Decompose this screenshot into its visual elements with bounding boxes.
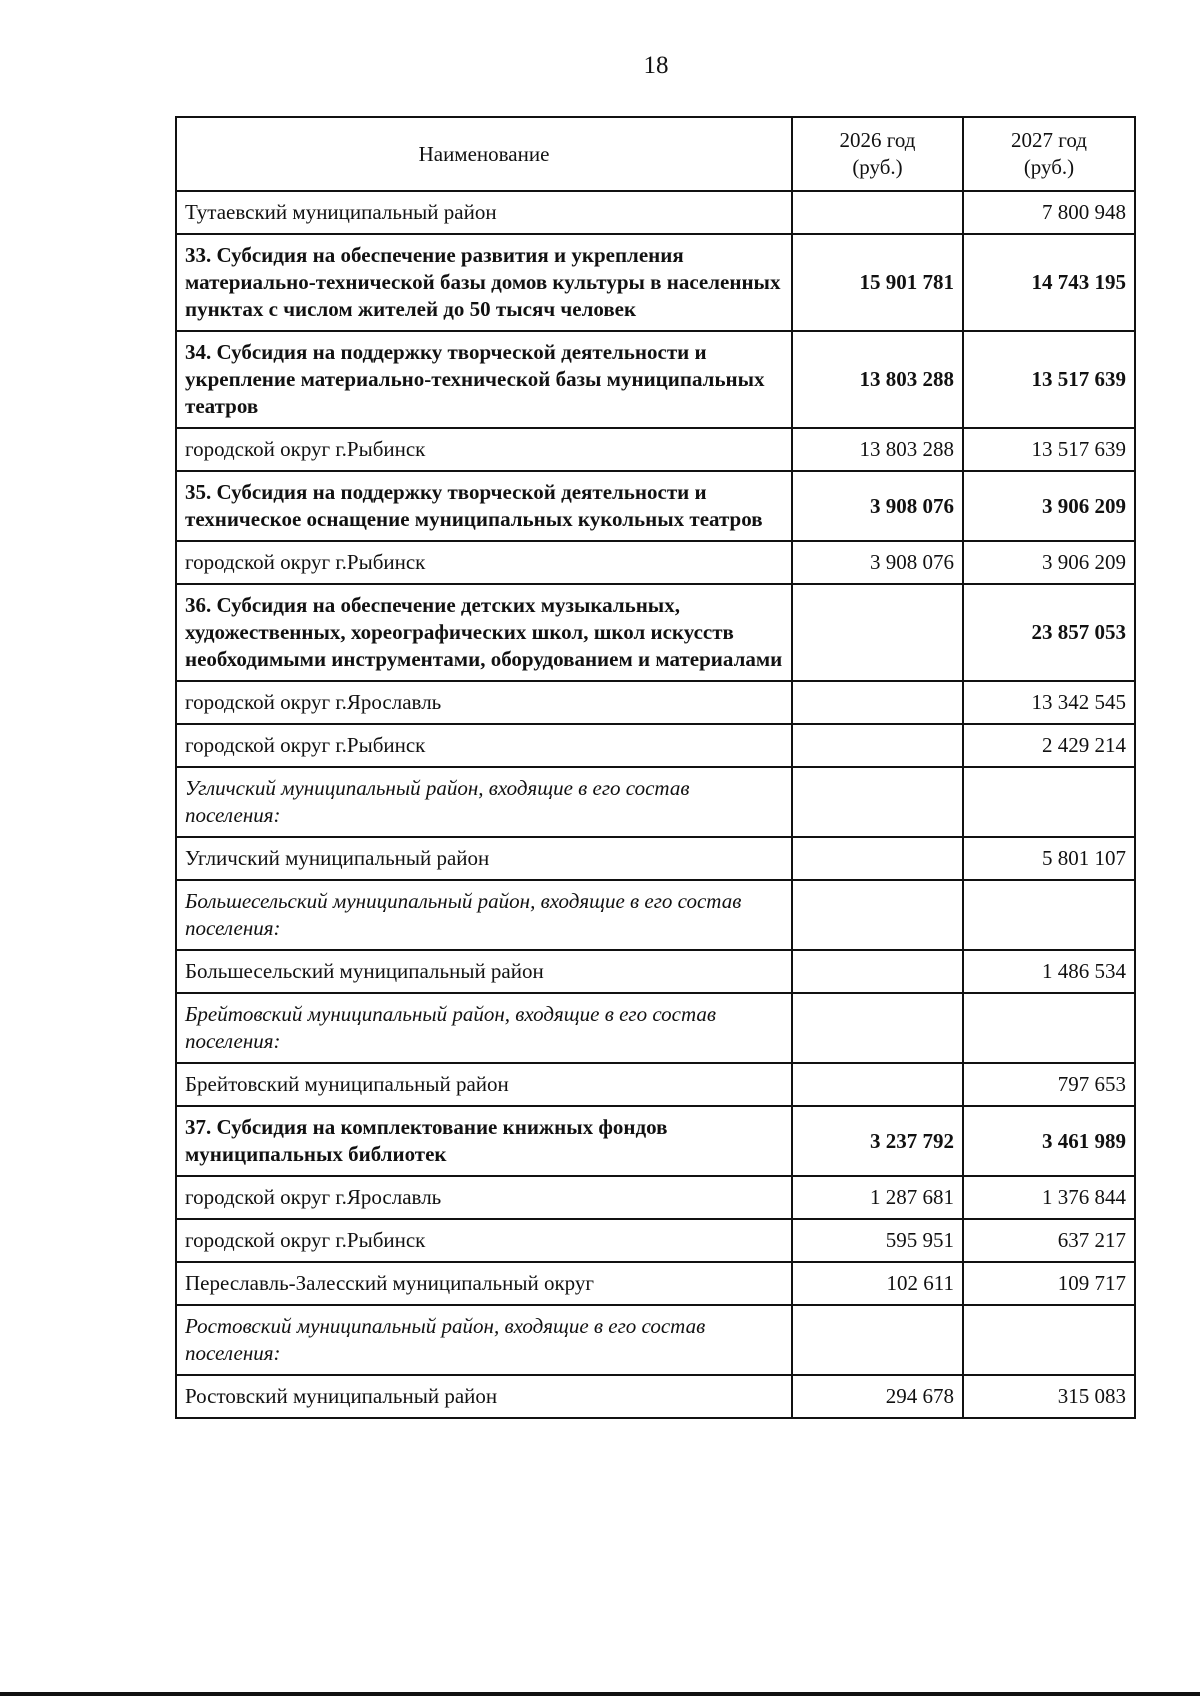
row-value-2027: 637 217 bbox=[963, 1219, 1135, 1262]
table-row bbox=[176, 428, 1135, 471]
row-value-2026 bbox=[792, 1305, 963, 1375]
row-value-2027: 1 376 844 bbox=[963, 1176, 1135, 1219]
row-value-2027: 109 717 bbox=[963, 1262, 1135, 1305]
row-value-2026 bbox=[792, 1063, 963, 1106]
row-name: Ростовский муниципальный район, входящие в его состав поселения: bbox=[176, 1305, 792, 1375]
table-header-row bbox=[176, 117, 1135, 191]
row-value-2026 bbox=[792, 950, 963, 993]
row-value-2027 bbox=[963, 880, 1135, 950]
row-value-2027 bbox=[963, 767, 1135, 837]
table-row bbox=[176, 584, 1135, 681]
header-2026-text: 2026 год (руб.) bbox=[839, 128, 916, 179]
row-value-2026 bbox=[792, 880, 963, 950]
table-row bbox=[176, 1219, 1135, 1262]
row-name: 36. Субсидия на обеспечение детских музыкальных, художественных, хореографических школ, школ искусств необходимыми инструментами, оборудованием и материалами bbox=[176, 584, 792, 681]
row-value-2027: 797 653 bbox=[963, 1063, 1135, 1106]
row-name: Тутаевский муниципальный район bbox=[176, 191, 792, 234]
table-row bbox=[176, 681, 1135, 724]
table-row bbox=[176, 1106, 1135, 1176]
row-value-2026: 3 237 792 bbox=[792, 1106, 963, 1176]
row-name: городской округ г.Рыбинск bbox=[176, 1219, 792, 1262]
row-value-2027: 3 461 989 bbox=[963, 1106, 1135, 1176]
row-value-2026 bbox=[792, 837, 963, 880]
row-name: Угличский муниципальный район bbox=[176, 837, 792, 880]
row-value-2027: 13 517 639 bbox=[963, 428, 1135, 471]
row-value-2026: 13 803 288 bbox=[792, 428, 963, 471]
table-row bbox=[176, 880, 1135, 950]
bottom-rule bbox=[0, 1692, 1200, 1696]
row-value-2027: 23 857 053 bbox=[963, 584, 1135, 681]
row-value-2027 bbox=[963, 993, 1135, 1063]
row-value-2027: 3 906 209 bbox=[963, 471, 1135, 541]
table-row bbox=[176, 724, 1135, 767]
table-row bbox=[176, 1305, 1135, 1375]
row-name: 33. Субсидия на обеспечение развития и укрепления материально-технической базы домов культуры в населенных пунктах с числом жителей до 50 тысяч человек bbox=[176, 234, 792, 331]
table-row bbox=[176, 767, 1135, 837]
row-value-2027: 315 083 bbox=[963, 1375, 1135, 1418]
table-row bbox=[176, 541, 1135, 584]
subsidy-table bbox=[175, 116, 1136, 1419]
table-row bbox=[176, 950, 1135, 993]
row-name: Большесельский муниципальный район, входящие в его состав поселения: bbox=[176, 880, 792, 950]
table-row bbox=[176, 837, 1135, 880]
header-name: Наименование bbox=[176, 117, 792, 191]
row-name: городской округ г.Рыбинск bbox=[176, 724, 792, 767]
row-value-2027: 7 800 948 bbox=[963, 191, 1135, 234]
row-name: Ростовский муниципальный район bbox=[176, 1375, 792, 1418]
row-name: 34. Субсидия на поддержку творческой деятельности и укрепление материально-технической базы муниципальных театров bbox=[176, 331, 792, 428]
row-value-2027: 13 342 545 bbox=[963, 681, 1135, 724]
row-name: Угличский муниципальный район, входящие в его состав поселения: bbox=[176, 767, 792, 837]
row-name: городской округ г.Рыбинск bbox=[176, 541, 792, 584]
table-row bbox=[176, 993, 1135, 1063]
table-row bbox=[176, 234, 1135, 331]
row-value-2027: 3 906 209 bbox=[963, 541, 1135, 584]
table-row bbox=[176, 1063, 1135, 1106]
row-value-2026 bbox=[792, 191, 963, 234]
row-value-2026: 1 287 681 bbox=[792, 1176, 963, 1219]
table-row bbox=[176, 471, 1135, 541]
row-value-2026 bbox=[792, 724, 963, 767]
row-name: Большесельский муниципальный район bbox=[176, 950, 792, 993]
row-value-2026: 595 951 bbox=[792, 1219, 963, 1262]
row-value-2026: 13 803 288 bbox=[792, 331, 963, 428]
table-row bbox=[176, 1262, 1135, 1305]
row-value-2026 bbox=[792, 993, 963, 1063]
table-row bbox=[176, 191, 1135, 234]
row-value-2026 bbox=[792, 681, 963, 724]
page-number: 18 bbox=[643, 52, 669, 79]
row-value-2027: 2 429 214 bbox=[963, 724, 1135, 767]
row-value-2027: 1 486 534 bbox=[963, 950, 1135, 993]
row-value-2026 bbox=[792, 767, 963, 837]
row-name: Брейтовский муниципальный район, входящие в его состав поселения: bbox=[176, 993, 792, 1063]
row-name: городской округ г.Рыбинск bbox=[176, 428, 792, 471]
row-value-2026: 3 908 076 bbox=[792, 471, 963, 541]
table-row bbox=[176, 331, 1135, 428]
row-value-2026: 3 908 076 bbox=[792, 541, 963, 584]
row-value-2026: 15 901 781 bbox=[792, 234, 963, 331]
row-name: городской округ г.Ярославль bbox=[176, 681, 792, 724]
row-name: Брейтовский муниципальный район bbox=[176, 1063, 792, 1106]
row-name: городской округ г.Ярославль bbox=[176, 1176, 792, 1219]
header-2027 bbox=[963, 117, 1135, 191]
row-value-2027: 5 801 107 bbox=[963, 837, 1135, 880]
row-value-2026 bbox=[792, 584, 963, 681]
table-body bbox=[176, 191, 1135, 1418]
header-2027-text: 2027 год (руб.) bbox=[1011, 128, 1087, 179]
row-value-2026: 294 678 bbox=[792, 1375, 963, 1418]
row-name: Переславль-Залесский муниципальный округ bbox=[176, 1262, 792, 1305]
row-value-2027 bbox=[963, 1305, 1135, 1375]
table-row bbox=[176, 1375, 1135, 1418]
row-value-2026: 102 611 bbox=[792, 1262, 963, 1305]
table-row bbox=[176, 1176, 1135, 1219]
row-name: 37. Субсидия на комплектование книжных фондов муниципальных библиотек bbox=[176, 1106, 792, 1176]
header-2026 bbox=[792, 117, 963, 191]
row-value-2027: 13 517 639 bbox=[963, 331, 1135, 428]
row-name: 35. Субсидия на поддержку творческой деятельности и техническое оснащение муниципальных кукольных театров bbox=[176, 471, 792, 541]
row-value-2027: 14 743 195 bbox=[963, 234, 1135, 331]
